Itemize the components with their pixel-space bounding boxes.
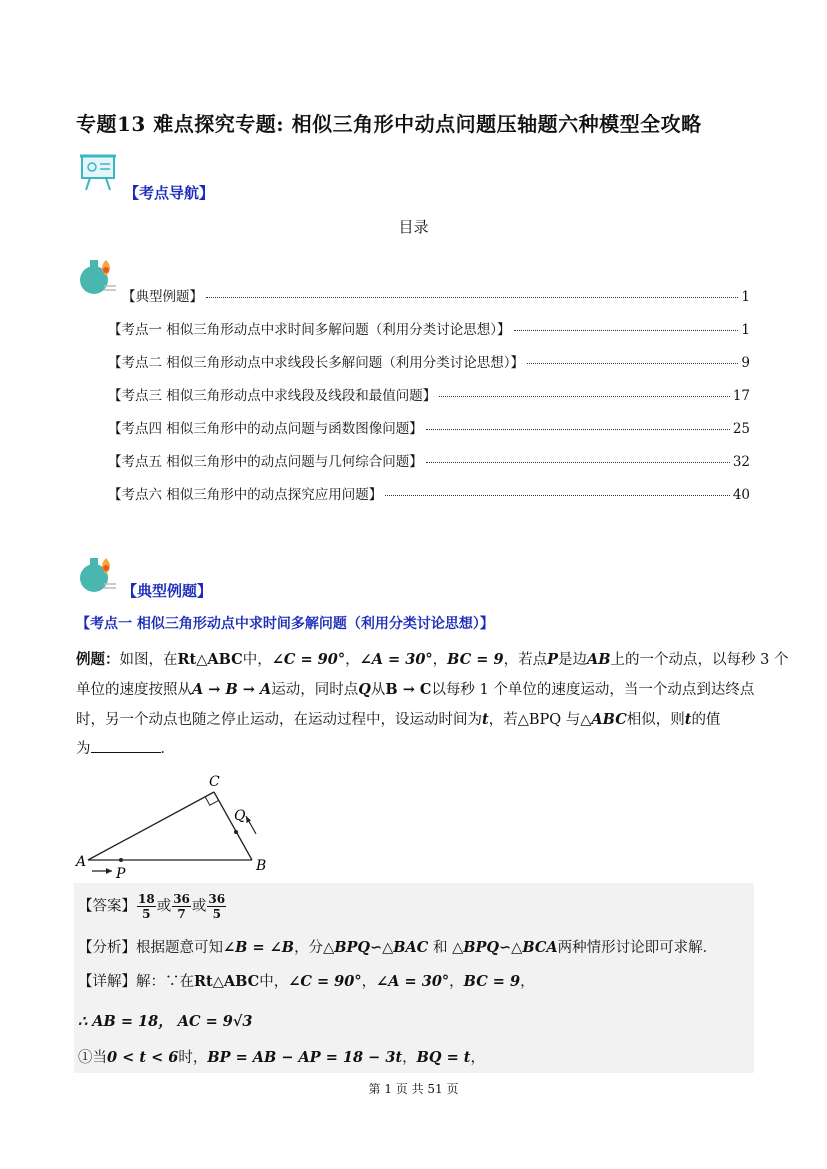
text: 的值 xyxy=(691,712,721,728)
text: 为 xyxy=(76,741,91,757)
math: 0 < t < 6 xyxy=(107,1049,179,1066)
text: ， xyxy=(520,974,535,990)
text: ． xyxy=(160,741,175,757)
math: BP = AB − AP = 18 − 3t xyxy=(207,1049,403,1066)
math: BQ = t xyxy=(416,1049,471,1066)
toc-entry-page: 9 xyxy=(741,355,750,371)
problem-line-2 xyxy=(76,675,756,705)
text: 时，另一个动点也随之停止运动，在运动过程中，设运动时间为 xyxy=(76,712,482,728)
toc-entry-label: 【考点一 相似三角形动点中求时间多解问题（利用分类讨论思想）】 xyxy=(108,322,511,338)
text: ， xyxy=(402,1050,417,1066)
answer-label: 【答案】 xyxy=(78,898,136,915)
toc-entry-label: 【考点三 相似三角形动点中求线段及线段和最值问题】 xyxy=(108,388,437,404)
math: △ABC xyxy=(580,711,627,728)
problem-line-1: 例题：如图，在Rt△ABC中，∠C = 90°，∠A = 30°，BC = 9，若点P是边AB上的一个动点，以每秒 3 个 xyxy=(76,651,789,668)
math: △BPQ∽△BCA xyxy=(452,939,558,956)
nav-heading: 【考点导航】 xyxy=(124,184,215,202)
math: Rt△ABC xyxy=(177,651,243,668)
toc-leader-dots xyxy=(426,462,730,463)
toc-entry[interactable] xyxy=(108,450,750,470)
text: 运动，同时点 xyxy=(271,682,359,698)
toc-entry[interactable] xyxy=(108,351,750,371)
text: 或 xyxy=(156,898,172,915)
toc-entry-page: 1 xyxy=(741,289,750,305)
math: t xyxy=(482,711,489,728)
detail-line-2 xyxy=(78,1010,253,1031)
point-p-label: P xyxy=(116,866,126,882)
whiteboard-icon xyxy=(78,152,122,192)
vertex-c-label: C xyxy=(209,774,220,790)
flask-icon xyxy=(76,254,120,298)
text: 从 xyxy=(370,682,386,698)
math: ∠A = 30° xyxy=(359,651,433,668)
page-footer: 第 1 页 共 51 页 xyxy=(368,1082,459,1096)
detail-label: 【详解】 xyxy=(78,974,136,990)
text: ，若点 xyxy=(503,652,548,668)
math: P xyxy=(547,651,558,668)
page-title: 专题13 难点探究专题: 相似三角形中动点问题压轴题六种模型全攻略 xyxy=(76,112,702,136)
toc-entry-label: 【考点六 相似三角形中的动点探究应用问题】 xyxy=(108,487,383,503)
math: Rt△ABC xyxy=(194,973,260,990)
toc-entry-label: 【典型例题】 xyxy=(122,289,203,305)
math: BC = 9 xyxy=(463,973,521,990)
fraction xyxy=(137,892,156,921)
toc-entry-page: 32 xyxy=(732,454,750,470)
numerator: 18 xyxy=(138,892,155,906)
toc-entry-label: 【考点二 相似三角形动点中求线段长多解问题（利用分类讨论思想）】 xyxy=(108,355,525,371)
toc-entry-page: 17 xyxy=(732,388,750,404)
math: t xyxy=(684,711,692,728)
math: Q xyxy=(358,681,371,698)
denominator: 5 xyxy=(212,907,221,921)
toc-entry-label: 【考点四 相似三角形中的动点问题与函数图像问题】 xyxy=(108,421,423,437)
math: ∠B = ∠B xyxy=(223,939,295,956)
toc-title: 目录 xyxy=(398,218,429,236)
analysis-label: 【分析】 xyxy=(78,940,136,956)
problem-text xyxy=(76,645,789,764)
toc-leader-dots xyxy=(426,429,730,430)
numerator: 36 xyxy=(208,892,226,906)
math: ∠C = 90° xyxy=(271,651,346,668)
text: ，分 xyxy=(294,940,324,956)
toc-entry-label: 【考点五 相似三角形中的动点问题与几何综合问题】 xyxy=(108,454,423,470)
toc-leader-dots xyxy=(527,363,738,364)
answer-line xyxy=(78,892,227,921)
math: AB xyxy=(586,651,611,668)
detail-line-1: 【详解】解：∵在Rt△ABC中，∠C = 90°，∠A = 30°，BC = 9， xyxy=(78,973,535,990)
toc-leader-dots xyxy=(514,330,739,331)
text: ，若△BPQ 与 xyxy=(488,712,581,728)
toc-entry[interactable] xyxy=(108,318,750,338)
analysis-line xyxy=(78,936,717,957)
math: A → B → A xyxy=(192,681,272,698)
text: 中， xyxy=(259,974,289,990)
problem-line-3 xyxy=(76,705,756,735)
examples-heading: 【典型例题】 xyxy=(122,582,213,600)
text: 上的一个动点，以每秒 3 个 xyxy=(610,652,789,668)
numerator: 36 xyxy=(173,892,190,906)
math: ∠A = 30° xyxy=(376,973,450,990)
problem-line-4 xyxy=(76,735,756,764)
toc-entry[interactable] xyxy=(108,417,750,437)
toc-entry[interactable] xyxy=(108,483,750,503)
triangle-figure xyxy=(74,772,274,882)
text: 解：∵在 xyxy=(136,974,194,990)
detail-line-3 xyxy=(78,1046,485,1067)
toc-leader-dots xyxy=(439,396,730,397)
toc-leader-dots xyxy=(385,495,730,496)
text: 时， xyxy=(178,1050,208,1066)
text: 两种情形讨论即可求解． xyxy=(557,940,718,956)
vertex-b-label: B xyxy=(256,858,267,874)
text: 是边 xyxy=(557,652,587,668)
text: 单位的速度按照从 xyxy=(76,682,192,698)
math: BC = 9 xyxy=(447,651,504,668)
text: 如图，在 xyxy=(119,652,178,668)
text: 中， xyxy=(242,652,272,668)
text: 和 xyxy=(428,940,453,956)
flask-icon xyxy=(76,552,120,596)
text: 或 xyxy=(191,898,207,915)
text: 相似，则 xyxy=(626,712,685,728)
toc-leader-dots xyxy=(206,297,738,298)
text: 以每秒 1 个单位的速度运动，当一个动点到达终点 xyxy=(431,682,755,698)
math: ∴ AB = 18， AC = 9√3 xyxy=(78,1013,253,1030)
fraction xyxy=(207,892,226,921)
denominator: 7 xyxy=(177,907,186,921)
toc-entry[interactable] xyxy=(108,384,750,404)
text: ①当 xyxy=(78,1050,107,1066)
math: B → C xyxy=(385,681,432,698)
toc-entry-page: 25 xyxy=(732,421,750,437)
math: ∠C = 90° xyxy=(288,973,362,990)
toc-entry-page: 40 xyxy=(732,487,750,503)
problem-label: 例题： xyxy=(76,651,120,668)
vertex-a-label: A xyxy=(76,854,87,870)
text: 根据题意可知 xyxy=(136,940,223,956)
text: ， xyxy=(470,1050,485,1066)
fraction xyxy=(172,892,191,921)
answer-blank[interactable] xyxy=(91,738,161,753)
toc-entry-page: 1 xyxy=(741,322,750,338)
denominator: 5 xyxy=(142,907,151,921)
kaodian-heading: 【考点一 相似三角形动点中求时间多解问题（利用分类讨论思想）】 xyxy=(76,616,494,632)
point-q-label: Q xyxy=(234,808,246,824)
math: △BPQ∽△BAC xyxy=(323,939,429,956)
toc-entry[interactable] xyxy=(122,285,750,305)
